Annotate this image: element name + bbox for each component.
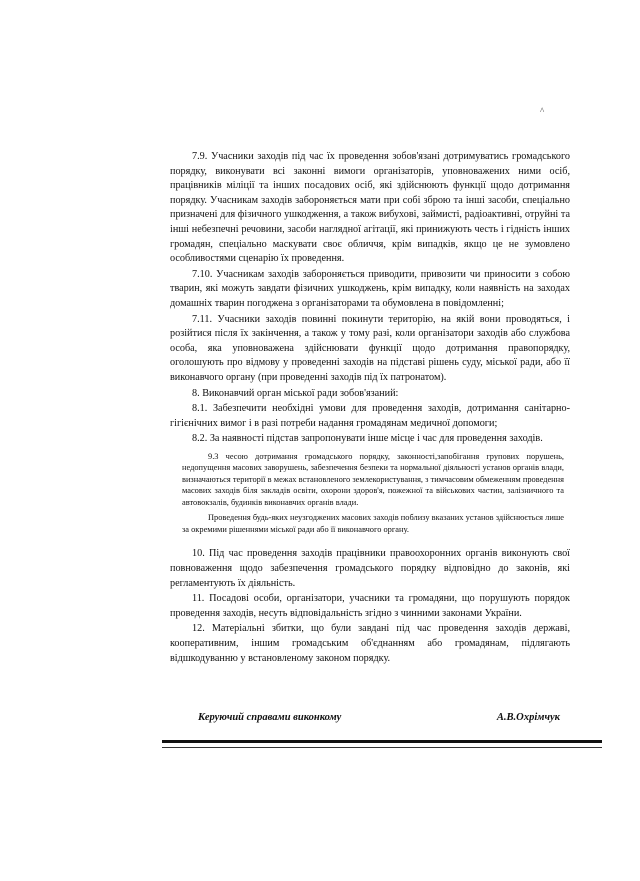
paragraph-8-1: 8.1. Забезпечити необхідні умови для проведення заходів, дотримання санітарно-гігієнічних вимог і в разі потреби надання громадянам медичної допомоги; — [170, 403, 570, 429]
paragraph-10: 10. Під час проведення заходів працівники правоохоронних органів виконують свої повноваження щодо забезпечення громадського порядку відповідно до законів, які регламентують їх діяльність. — [170, 548, 570, 589]
signature-name: А.В.Охрімчук — [496, 712, 560, 723]
paragraph-9-3-continued: Проведення будь-яких неузгоджених масових заходів поблизу вказаних установ здійснюється лише за окремими рішеннями міської ради або її виконавчого органу. — [182, 513, 564, 534]
document-body — [170, 150, 570, 667]
paragraph-7-10: 7.10. Учасникам заходів забороняється приводити, привозити чи приносити з собою тварин, які можуть завдати фізичних ушкоджень, крім випадку, коли наявність на заходах домашніх тварин погоджена з організаторами та обумовлена в повідомленні; — [170, 268, 570, 309]
corner-mark: ^ — [540, 106, 545, 116]
bottom-rule-thin — [162, 747, 602, 748]
paragraph-11: 11. Посадові особи, організатори, учасники та громадяни, що порушують порядок проведення заходів, несуть відповідальність згідно з чинними законами України. — [170, 593, 570, 619]
paragraph-8: 8. Виконавчий орган міської ради зобов'язаний: — [192, 387, 399, 399]
paragraph-7-9: 7.9. Учасники заходів під час їх проведення зобов'язані дотримуватись громадського порядку, виконувати всі законні вимоги організаторів, уповноважених ними осіб, працівників міліції та інших посадових осіб, які здійснюють функції щодо дотримання порядку. Учасникам заходів забороняється мати при собі зброю та інші засоби, спеціально призначені для фізичного ушкодження, а також вибухові, займисті, радіоактивні, отруйні та інші небезпечні речовини, засоби наглядної агітації, які принижують честь і гідність інших громадян, спеціально маскувати своє обличчя, крім випадків, якщо це не зумовлено особливостями сценарію їх проведення. — [170, 151, 570, 265]
paragraph-7-11: 7.11. Учасники заходів повинні покинути територію, на якій вони проводяться, і розійтися після їх закінчення, а також у тому разі, коли організатори заходів або службова особа, яка уповноважена здійснювати функції щодо дотримання правопорядку, оголошують про відмову у проведенні заходів на підставі рішень суду, міської ради, або її виконавчого органу (при проведенні заходів під їх патронатом). — [170, 313, 570, 383]
bottom-rule-thick — [162, 740, 602, 743]
paragraph-12: 12. Матеріальні збитки, що були завдані під час проведення заходів державі, кооперативним, іншим громадським об'єднанням або громадянам, підлягають відшкодуванню у встановленому законом порядку. — [170, 623, 570, 664]
paragraph-8-2: 8.2. За наявності підстав запропонувати інше місце і час для проведення заходів. — [192, 433, 543, 445]
signature-block — [198, 712, 560, 723]
paragraph-9-3: 9.3 чесою дотримання громадського порядку, законності,запобігання групових порушень, недопущення масових заворушень, забезпечення безпеки та нормальної діяльності установ органів влади, визначаються території в межах встановленого землекористування, з тимчасовим обмеженням проведення масових заходів біля закладів освіти, охорони здоров'я, пожежної та військових частин, залізничного та автовокзалів, будинків виконавчих органів влади. — [182, 451, 564, 507]
signature-title: Керуючий справами виконкому — [198, 712, 342, 723]
